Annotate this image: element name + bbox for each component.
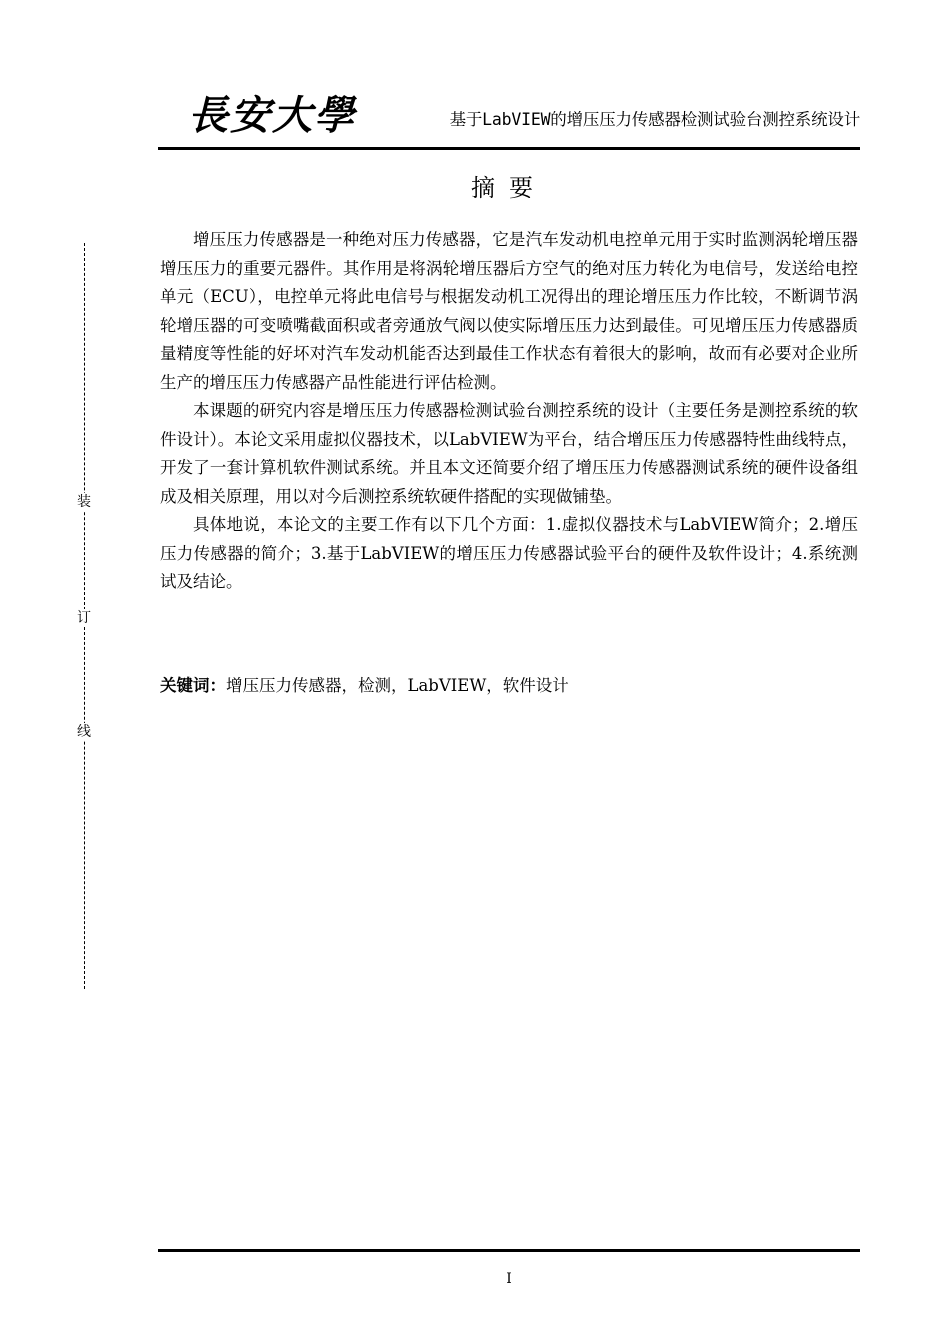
page-number: I [506, 1271, 512, 1287]
keywords-value: 增压压力传感器，检测，LabVIEW，软件设计 [226, 676, 569, 695]
footer-rule [158, 1249, 860, 1252]
abstract-title: 摘要 [471, 174, 547, 202]
university-logo: 長安大學 [188, 92, 356, 139]
binding-char-zhuang: 装 [77, 494, 91, 510]
page-header [158, 86, 860, 150]
header-thesis-title: 基于LabVIEW的增压压力传感器检测试验台测控系统设计 [449, 110, 860, 129]
abstract-paragraph-3: 具体地说，本论文的主要工作有以下几个方面：1.虚拟仪器技术与LabVIEW简介；2.增压压力传感器的简介；3.基于LabVIEW的增压压力传感器试验平台的硬件及软件设计；4.系统测试及结论。 [160, 515, 858, 591]
binding-char-xian: 线 [77, 724, 91, 740]
abstract-body [160, 226, 858, 597]
keywords-label: 关键词： [160, 676, 226, 695]
abstract-paragraph-1: 增压压力传感器是一种绝对压力传感器，它是汽车发动机电控单元用于实时监测涡轮增压器增压压力的重要元器件。其作用是将涡轮增压器后方空气的绝对压力转化为电信号，发送给电控单元（ECU），电控单元将此电信号与根据发动机工况得出的理论增压压力作比较，不断调节涡轮增压器的可变喷嘴截面积或者旁通放气阀以使实际增压压力达到最佳。可见增压压力传感器质量精度等性能的好坏对汽车发动机能否达到最佳工作状态有着很大的影响，故而有必要对企业所生产的增压压力传感器产品性能进行评估检测。 [160, 230, 858, 392]
keywords-line [160, 672, 858, 700]
abstract-paragraph-2: 本课题的研究内容是增压压力传感器检测试验台测控系统的设计（主要任务是测控系统的软件设计）。本论文采用虚拟仪器技术，以LabVIEW为平台，结合增压压力传感器特性曲线特点，开发了一套计算机软件测试系统。并且本文还简要介绍了增压压力传感器测试系统的硬件设备组成及相关原理，用以对今后测控系统软硬件搭配的实现做铺垫。 [160, 401, 858, 506]
header-rule [158, 147, 860, 150]
binding-char-ding: 订 [77, 610, 91, 626]
